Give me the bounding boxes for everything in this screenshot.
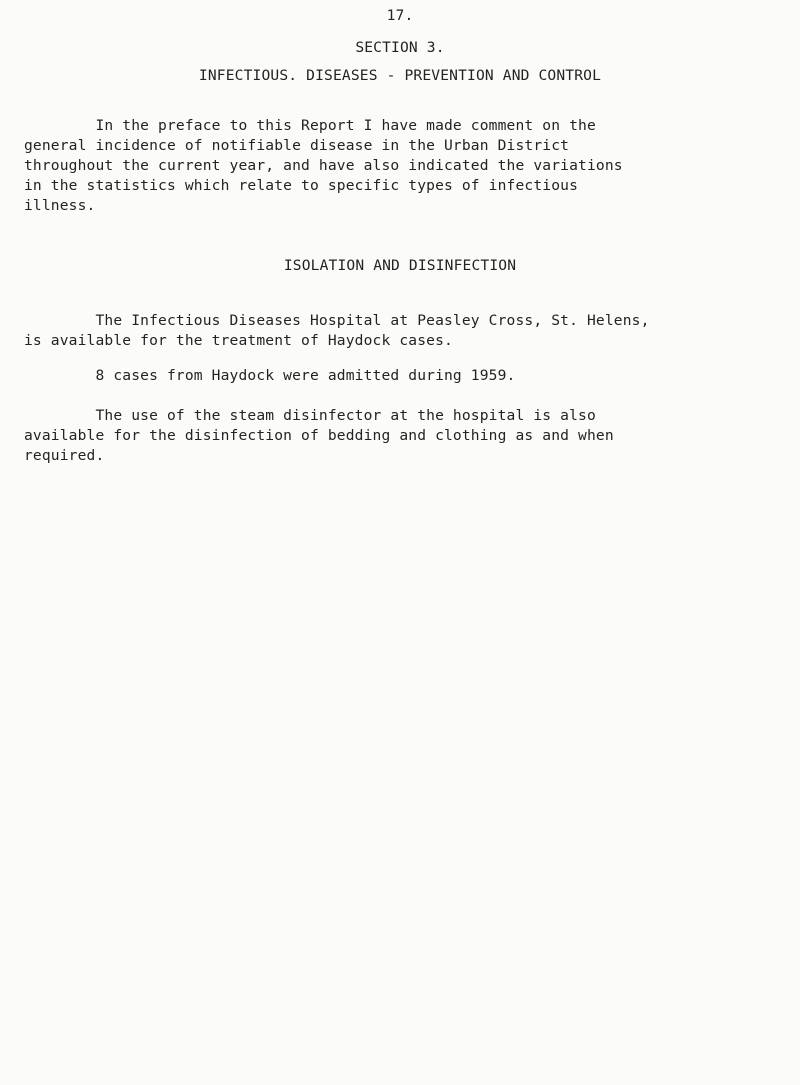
subheading-isolation: ISOLATION AND DISINFECTION (283, 257, 517, 274)
paragraph-line: in the statistics which relate to specific types of infectious (24, 177, 579, 194)
section-title: SECTION 3. (355, 39, 445, 56)
paragraph-disinfector (24, 406, 724, 466)
paragraph-hospital (24, 311, 724, 351)
paragraph-line: 8 cases from Haydock were admitted during 1959. (24, 367, 516, 384)
page-heading: INFECTIOUS. DISEASES - PREVENTION AND CONTROL (198, 67, 602, 84)
paragraph-line: is available for the treatment of Haydock cases. (24, 332, 453, 349)
paragraph-line: illness. (24, 197, 96, 214)
paragraph-line: throughout the current year, and have also indicated the variations (24, 157, 623, 174)
paragraph-line: In the preface to this Report I have made comment on the (24, 117, 596, 134)
paragraph-admissions (24, 366, 724, 386)
page-number: 17. (386, 7, 414, 24)
paragraph-line: general incidence of notifiable disease in the Urban District (24, 137, 570, 154)
paragraph-line: The use of the steam disinfector at the hospital is also (24, 407, 596, 424)
paragraph-line: The Infectious Diseases Hospital at Peasley Cross, St. Helens, (24, 312, 650, 329)
paragraph-preface (24, 116, 724, 216)
paragraph-line: available for the disinfection of bedding and clothing as and when (24, 427, 614, 444)
paragraph-line: required. (24, 447, 105, 464)
